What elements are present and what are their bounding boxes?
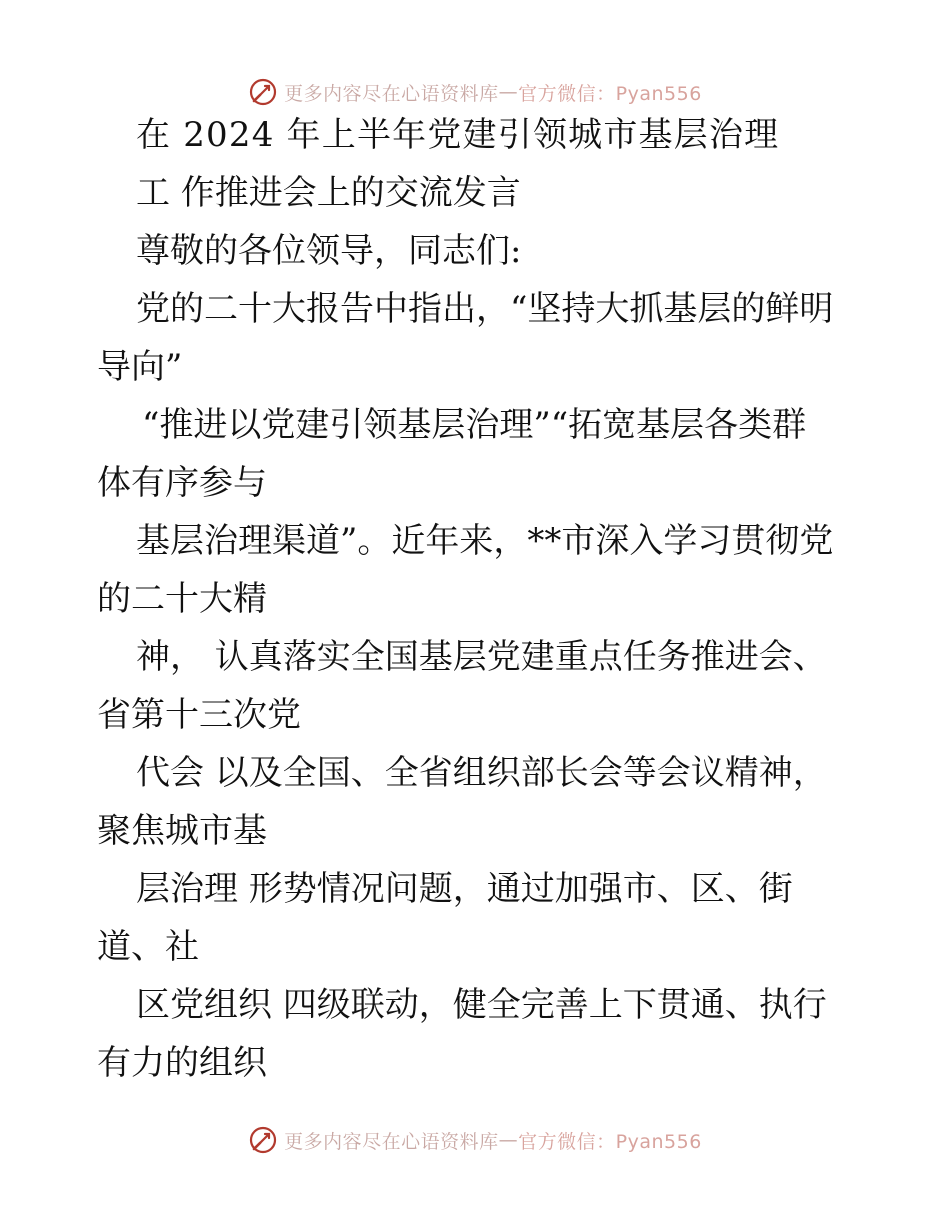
footer-separator: — <box>498 1129 519 1151</box>
quill-seal-logo-icon <box>248 77 278 107</box>
footer-wechat-text: 官方微信：Pyan556 <box>518 1130 702 1153</box>
paragraph-line: 道、社 <box>97 927 199 967</box>
paragraph-line: 的二十大精 <box>97 579 267 619</box>
paragraph-line: 区党组织 四级联动，健全完善上下贯通、执行 <box>136 985 827 1025</box>
paragraph-line: 代会 以及全国、全省组织部长会等会议精神， <box>136 753 827 793</box>
header-site-text: 更多内容尽在心语资料库 <box>284 82 499 105</box>
salutation-line: 尊敬的各位领导，同志们: <box>136 231 522 271</box>
title-line-2: 工 作推进会上的交流发言 <box>136 173 521 213</box>
footer-site-text: 更多内容尽在心语资料库 <box>284 1130 499 1153</box>
quill-seal-logo-icon <box>248 1125 278 1155</box>
paragraph-line: 基层治理渠道”。近年来，**市深入学习贯彻党 <box>136 521 834 561</box>
paragraph-line: 党的二十大报告中指出，“坚持大抓基层的鲜明 <box>136 289 834 329</box>
title-line-1: 在 2024 年上半年党建引领城市基层治理 <box>136 115 780 155</box>
header-watermark-banner <box>0 72 950 112</box>
paragraph-line: 有力的组织 <box>97 1043 267 1083</box>
paragraph-line: 神， 认真落实全国基层党建重点任务推进会、 <box>136 637 827 677</box>
paragraph-line: 层治理 形势情况问题，通过加强市、区、街 <box>136 869 793 909</box>
paragraph-line: 体有序参与 <box>97 463 267 503</box>
paragraph-line: “推进以党建引领基层治理”“拓宽基层各类群 <box>142 405 807 445</box>
paragraph-line: 聚焦城市基 <box>97 811 267 851</box>
footer-watermark-banner <box>0 1120 950 1160</box>
header-separator: — <box>498 81 519 103</box>
paragraph-line: 导向” <box>97 347 183 387</box>
header-wechat-text: 官方微信：Pyan556 <box>518 82 702 105</box>
paragraph-line: 省第十三次党 <box>97 695 301 735</box>
